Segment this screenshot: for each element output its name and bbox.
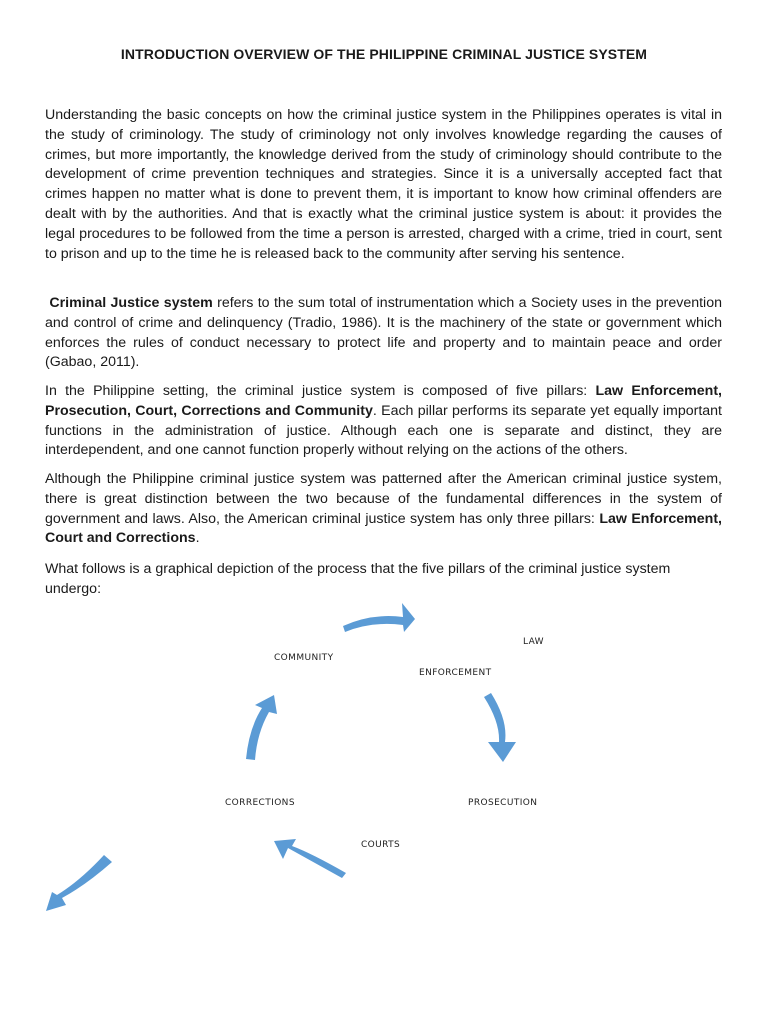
label-community: COMMUNITY <box>274 653 334 663</box>
american-pillars-list: Law Enforcement, Court and Corrections <box>45 510 722 547</box>
pillars-description: . Each pillar performs its separate yet equally important functions in the administration of justice. Although each one is separate and distinct, they are interdependent, and one cannot function properly without relying on the actions of the others. <box>45 402 722 459</box>
label-courts: COURTS <box>361 840 401 850</box>
paragraph-diagram-intro: What follows is a graphical depiction of the process that the five pillars of the criminal justice system undergo: <box>45 561 671 597</box>
arrow-community-to-law-enforcement <box>343 603 415 632</box>
arrow-detached-bottom-left <box>46 855 112 911</box>
arrow-courts-to-corrections <box>274 839 346 878</box>
label-prosecution: PROSECUTION <box>468 798 538 808</box>
pillars-list: Law Enforcement, Prosecution, Court, Corrections and Community <box>45 383 722 419</box>
label-law: LAW <box>523 637 544 647</box>
comparison-end: . <box>195 530 200 547</box>
arrow-law-enforcement-to-prosecution <box>484 693 516 762</box>
document-title: INTRODUCTION OVERVIEW OF THE PHILIPPINE CRIMINAL JUSTICE SYSTEM <box>120 46 648 62</box>
arrow-corrections-to-community <box>246 695 277 760</box>
label-corrections: CORRECTIONS <box>225 798 295 808</box>
label-enforcement: ENFORCEMENT <box>419 668 492 678</box>
term-criminal-justice-system: Criminal Justice system <box>49 295 213 311</box>
definition-text: refers to the sum total of instrumentation which a Society uses in the prevention and control of crime and delinquency (Tradio, 1986). It is the machinery of the state or government which enforces the rules of conduct necessary to protect life and property and to maintain peace and order (Gabao, 2011). <box>45 295 722 371</box>
paragraph-intro: Understanding the basic concepts on how the criminal justice system in the Philippines operates is vital in the study of criminology. The study of criminology not only involves knowledge regarding the causes of crimes, but more importantly, the knowledge derived from the study of criminology should contribute to the development of crime prevention techniques and strategies. Since it is a universally accepted fact that crimes happen no matter what is done to prevent them, it is important to know how criminal offenders are dealt with by the authorities. And that is exactly what the criminal justice system is about: it provides the legal procedures to be followed from the time a person is arrested, charged with a crime, tried in court, sent to prison and up to the time he is released back to the community after serving his sentence. <box>45 107 722 262</box>
comparison-text: Although the Philippine criminal justice system was patterned after the American criminal justice system, there is great distinction between the two because of the fundamental differences in the system of government and laws. Also, the American criminal justice system has only three pillars: <box>45 471 722 527</box>
pillars-intro-text: In the Philippine setting, the criminal justice system is composed of five pillars: <box>45 383 596 399</box>
